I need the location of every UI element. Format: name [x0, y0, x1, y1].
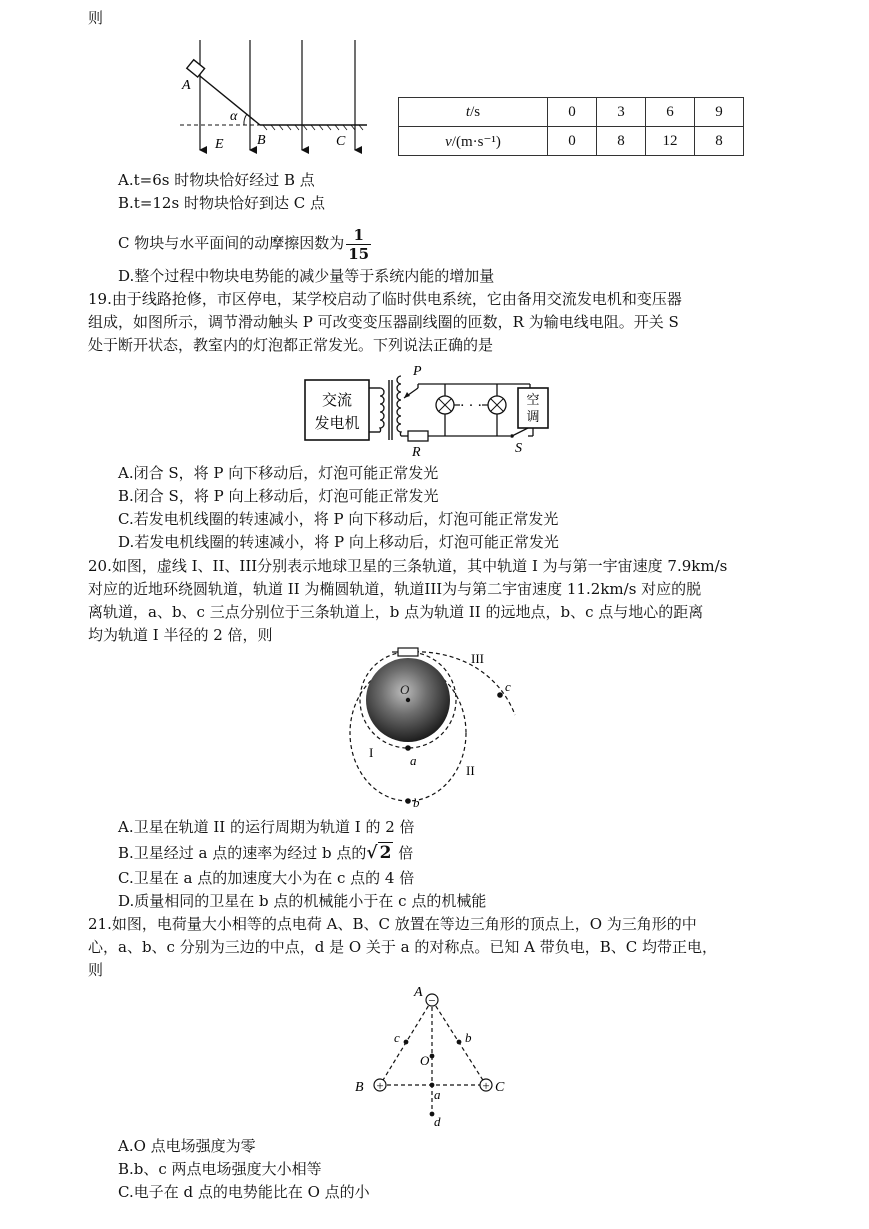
q21-stem-line: 则 [88, 961, 104, 979]
plus-sign-B: + [376, 1078, 384, 1093]
label-E: E [215, 137, 224, 152]
q20-stem-line: 20.如图，虚线 I、II、III分别表示地球卫星的三条轨道，其中轨道 I 为与第一宇宙速度 7.9km/s [88, 557, 728, 575]
label-alpha: α [230, 109, 238, 124]
ac-label-2: 调 [526, 409, 540, 424]
q19-option-c: C.若发电机线圈的转速减小，将 P 向下移动后，灯泡可能正常发光 [118, 510, 559, 528]
ac-label-1: 空 [526, 392, 540, 407]
q19-stem-line: 组成，如图所示，调节滑动触头 P 可改变变压器副线圈的匝数，R 为输电线电阻。开关 S [88, 313, 679, 331]
q20-stem-line: 均为轨道 I 半径的 2 倍，则 [88, 626, 273, 644]
lamp-dots: · · · [459, 398, 483, 414]
label-P: P [413, 364, 422, 379]
label-a: a [434, 1087, 441, 1102]
label-III: III [471, 651, 484, 666]
q20-option-b: B.卫星经过 a 点的速率为经过 b 点的√ 2 倍 [118, 843, 414, 863]
label-II: II [466, 763, 475, 778]
q18-option-a: A.t=6s 时物块恰好经过 B 点 [118, 171, 315, 189]
incline-field-figure [175, 38, 375, 158]
generator-transformer-circuit [300, 360, 565, 458]
label-B: B [355, 1080, 364, 1095]
q19-option-b: B.闭合 S，将 P 向上移动后，灯泡可能正常发光 [118, 487, 439, 505]
generator-label-2: 发电机 [314, 416, 360, 432]
q18-option-c: C 物块与水平面间的动摩擦因数为 $\frac{1}{15}$ [118, 225, 370, 263]
label-B: B [257, 133, 266, 148]
cell: 8 [695, 127, 744, 156]
label-R: R [412, 445, 421, 458]
cell: 9 [695, 98, 744, 127]
label-a: a [410, 753, 417, 768]
satellite-orbits-figure [340, 645, 530, 810]
q19-option-a: A.闭合 S，将 P 向下移动后，灯泡可能正常发光 [118, 464, 439, 482]
sqrt-symbol: √ 2 [366, 843, 392, 863]
q20-option-d: D.质量相同的卫星在 b 点的机械能小于在 c 点的机械能 [118, 892, 487, 910]
q19-option-d: D.若发电机线圈的转速减小，将 P 向上移动后，灯泡可能正常发光 [118, 533, 559, 551]
label-O: O [420, 1053, 430, 1068]
plus-sign-C: + [482, 1078, 490, 1093]
row-label-velocity: v/(m·s⁻¹) [399, 127, 548, 156]
table-row [399, 98, 744, 127]
cell: 8 [597, 127, 646, 156]
label-C: C [336, 134, 346, 149]
velocity-time-table [398, 97, 744, 156]
cell: 3 [597, 98, 646, 127]
q21-stem-line: 心，a、b、c 分别为三边的中点，d 是 O 关于 a 的对称点。已知 A 带负电，B、C 均带正电， [88, 938, 718, 956]
q18-option-d: D.整个过程中物块电势能的减少量等于系统内能的增加量 [118, 267, 495, 285]
cell: 0 [548, 127, 597, 156]
minus-sign: − [428, 993, 436, 1008]
q18-option-b: B.t=12s 时物块恰好到达 C 点 [118, 194, 325, 212]
label-S: S [515, 441, 522, 456]
generator-label-1: 交流 [321, 393, 353, 409]
cell: 0 [548, 98, 597, 127]
q20-option-c: C.卫星在 a 点的加速度大小为在 c 点的 4 倍 [118, 869, 415, 887]
label-A: A [414, 985, 423, 1000]
table-row [399, 127, 744, 156]
q21-option-b: B.b、c 两点电场强度大小相等 [118, 1160, 322, 1178]
label-b: b [413, 795, 420, 810]
cell: 12 [646, 127, 695, 156]
q19-stem-line: 处于断开状态，教室内的灯泡都正常发光。下列说法正确的是 [88, 336, 494, 354]
q20-option-a: A.卫星在轨道 II 的运行周期为轨道 I 的 2 倍 [118, 818, 415, 836]
q20-stem-line: 离轨道，a、b、c 三点分别位于三条轨道上，b 点为轨道 II 的远地点，b、c 点与地心的距离 [88, 603, 704, 621]
row-label-time: t/s [399, 98, 548, 127]
q21-option-c: C.电子在 d 点的电势能比在 O 点的小 [118, 1183, 370, 1201]
charge-triangle-figure [350, 980, 520, 1130]
q21-option-a: A.O 点电场强度为零 [118, 1137, 256, 1155]
q20-stem-line: 对应的近地环绕圆轨道，轨道 II 为椭圆轨道，轨道III为与第二宇宙速度 11.2km/s 对应的脱 [88, 580, 702, 598]
label-C: C [495, 1080, 505, 1095]
q19-stem-line: 19.由于线路抢修，市区停电，某学校启动了临时供电系统，它由备用交流发电机和变压器 [88, 290, 682, 308]
cell: 6 [646, 98, 695, 127]
label-c: c [394, 1030, 400, 1045]
label-O: O [400, 682, 410, 697]
label-I: I [369, 745, 374, 760]
label-d: d [434, 1114, 441, 1129]
label-b: b [465, 1030, 472, 1045]
continuation-word: 则 [88, 9, 104, 27]
label-A: A [182, 78, 191, 93]
label-c: c [505, 679, 511, 694]
q21-stem-line: 21.如图，电荷量大小相等的点电荷 A、B、C 放置在等边三角形的顶点上，O 为三角形的中 [88, 915, 697, 933]
fraction: $\frac{1}{15}$ [348, 225, 370, 263]
